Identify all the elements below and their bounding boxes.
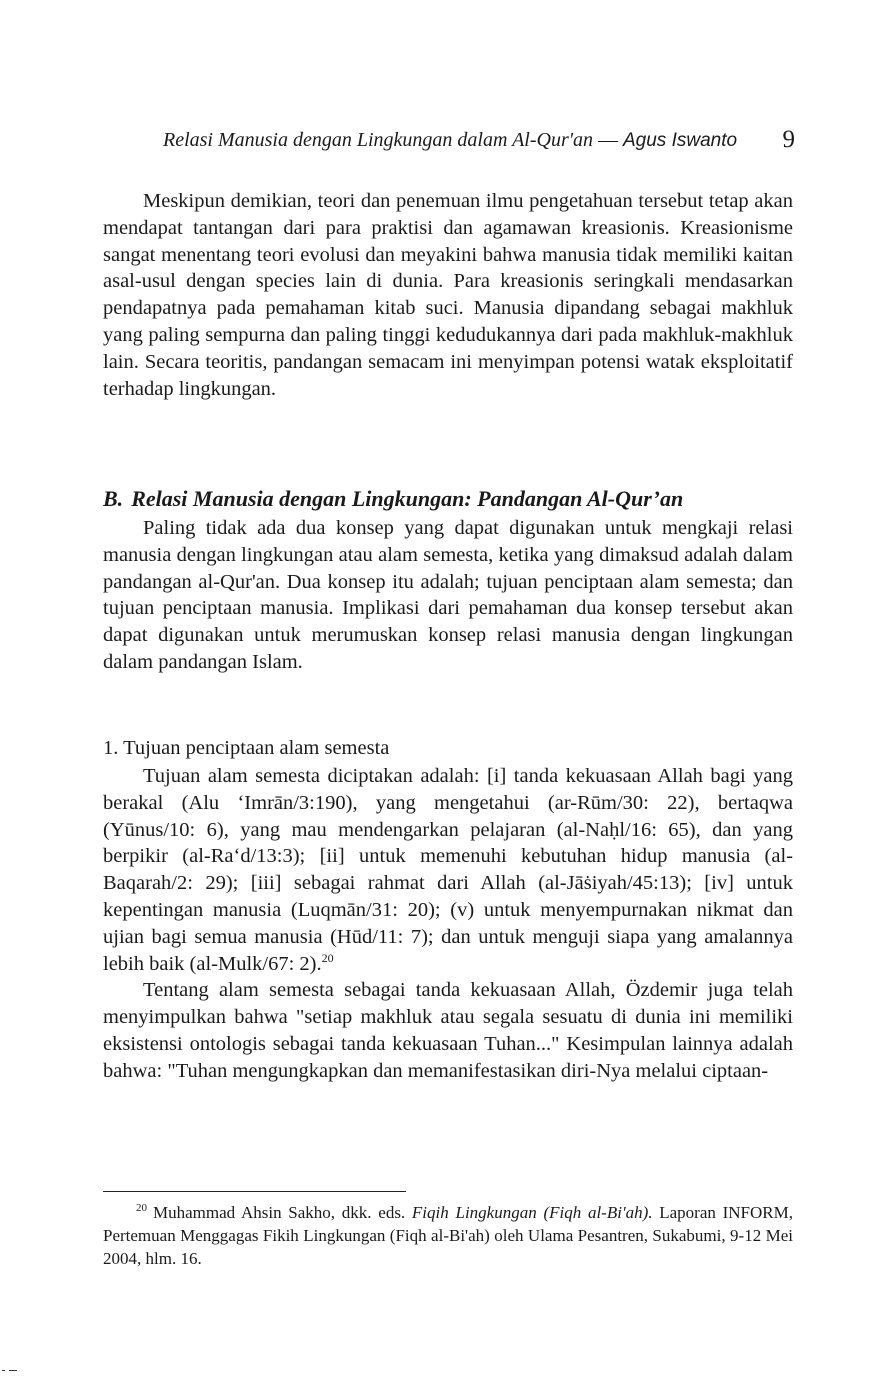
footnote-book-title: Fiqih Lingkungan (Fiqh al-Bi'ah). <box>411 1203 653 1222</box>
tujuan-paragraph <box>103 763 793 977</box>
section-title: Relasi Manusia dengan Lingkungan: Pandangan Al-Qur’an <box>131 486 684 511</box>
running-header <box>130 124 795 156</box>
footnote-divider <box>103 1191 406 1192</box>
footnote-text-before: Muhammad Ahsin Sakho, dkk. eds. <box>153 1203 412 1222</box>
author-name: Agus Iswanto <box>623 130 738 151</box>
intro-paragraph-block <box>103 188 793 402</box>
intro-paragraph: Meskipun demikian, teori dan penemuan ilmu pengetahuan tersebut tetap akan mendapat tantangan dari para praktisi dan agamawan kreasionis. Kreasionisme sangat menentang teori evolusi dan meyakini bahwa manusia tidak memiliki kaitan asal-usul dengan species lain di dunia. Para kreasionis seringkali mendasarkan pendapatnya pada pemahaman kitab suci. Manusia dipandang sebagai makhluk yang paling sempurna dan paling tinggi kedudukannya dari pada makhluk-makhluk lain. Secara teoritis, pandangan semacam ini menyimpan potensi watak eksploitatif terhadap lingkungan. <box>103 190 793 400</box>
header-separator: — <box>593 129 623 151</box>
footnote-number: 20 <box>136 1202 147 1215</box>
section-letter: B. <box>103 486 124 511</box>
tujuan-text: Tujuan alam semesta diciptakan adalah: [i] tanda kekuasaan Allah bagi yang berakal (Alu ‘Imrān/3:190), yang mengetahui (ar-Rūm/30: 22), bertaqwa (Yūnus/10: 6), yang mau mendengarkan pelajaran (al-Naḥl/16: 65), dan yang berpikir (al-Ra‘d/13:3); [ii] untuk memenuhi kebutuhan hidup manusia (al-Baqarah/2: 29); [iii] sebagai rahmat dari Allah (al-Jāṡiyah/45:13); [iv] untuk kepentingan manusia (Luqmān/31: 20); (v) untuk menyempurnakan nikmat dan ujian bagi semua manusia (Hūd/11: 7); dan untuk menguji siapa yang amalannya lebih baik (al-Mulk/67: 2). <box>103 765 793 975</box>
section-heading <box>103 485 803 513</box>
footnote <box>103 1201 793 1270</box>
tentang-paragraph: Tentang alam semesta sebagai tanda kekuasaan Allah, Özdemir juga telah menyimpulkan bahwa "setiap makhluk atau segala sesuatu di dunia ini memiliki eksistensi ontologis sebagai tanda kekuasaan Tuhan..." Kesimpulan lainnya adalah bahwa: "Tuhan mengungkapkan dan memanifestasikan diri-Nya melalui ciptaan- <box>103 979 793 1082</box>
footnote-text-after: Laporan INFORM, Pertemuan Menggagas Fikih Lingkungan (Fiqh al-Bi'ah) oleh Ulama Pesantren, Sukabumi, 9-12 Mei 2004, hlm. 16. <box>103 1203 793 1268</box>
section-b-paragraph: Paling tidak ada dua konsep yang dapat digunakan untuk mengkaji relasi manusia dengan lingkungan atau alam semesta, ketika yang dimaksud adalah dalam pandangan al-Qur'an. Dua konsep itu adalah; tujuan penciptaan alam semesta; dan tujuan penciptaan manusia. Implikasi dari pemahaman dua konsep tersebut akan dapat digunakan untuk merumuskan konsep relasi manusia dengan lingkungan dalam pandangan Islam. <box>103 517 793 673</box>
crop-mark <box>0 1361 22 1371</box>
footnote-reference[interactable]: 20 <box>321 950 334 965</box>
subsection-heading: 1. Tujuan penciptaan alam semesta <box>103 737 390 759</box>
running-title <box>163 124 737 157</box>
section-b-paragraph-block <box>103 515 793 676</box>
tujuan-paragraph-block <box>103 763 793 1085</box>
page-number: 9 <box>782 126 795 153</box>
running-title-text: Relasi Manusia dengan Lingkungan dalam Al-Qur'an <box>163 129 593 151</box>
